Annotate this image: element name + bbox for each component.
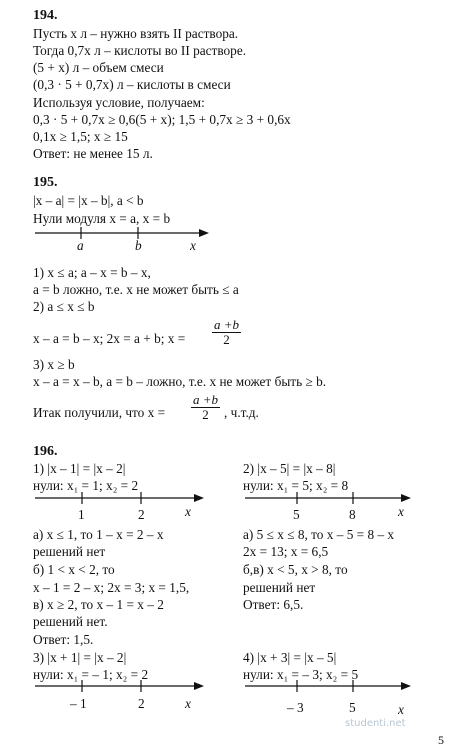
- p194-line-1: Пусть x л – нужно взять II раствора.: [33, 26, 239, 41]
- problem-194-title: 194.: [33, 8, 58, 23]
- c1-line-5: в) x ≥ 2, то x – 1 = x – 2: [33, 597, 164, 612]
- c4-tick-x: x: [398, 702, 404, 717]
- c1-line-4: x – 1 = 2 – x; 2x = 3; x = 1,5,: [33, 580, 190, 595]
- problem-196-title: 196.: [33, 444, 58, 459]
- p195-line-1: 1) x ≤ a; a – x = b – x,: [33, 265, 151, 280]
- p194-line-8: Ответ: не менее 15 л.: [33, 146, 153, 161]
- c2-tick-5: 5: [293, 507, 300, 522]
- number-line-196-2: [243, 489, 418, 519]
- p195-line-3: 2) a ≤ x ≤ b: [33, 299, 95, 314]
- c1-line-6: решений нет.: [33, 614, 108, 629]
- c3-tick-x: x: [185, 696, 191, 711]
- c2-line-5: Ответ: 6,5.: [243, 597, 304, 612]
- number-line-196-1: [33, 489, 208, 519]
- fraction-a-plus-b-over-2-2: [191, 393, 220, 422]
- c2-line-4: решений нет: [243, 580, 316, 595]
- p194-line-3: (5 + x) л – объем смеси: [33, 60, 164, 75]
- c2-tick-8: 8: [349, 507, 356, 522]
- p195-line-8: , ч.т.д.: [224, 405, 259, 420]
- c4-tick-minus-3: – 3: [287, 700, 304, 715]
- number-line-195: [33, 224, 213, 254]
- p195-line-4: x – a = b – x; 2x = a + b; x =: [33, 331, 186, 346]
- p195-equation: |x – a| = |x – b|, a < b: [33, 193, 144, 208]
- fraction-denominator: 2: [202, 407, 209, 422]
- fraction-numerator: a +b: [193, 392, 219, 407]
- p195-line-6: x – a = x – b, a = b – ложно, т.е. x не может быть ≥ b.: [33, 374, 327, 389]
- c4-equation: 4) |x + 3| = |x – 5|: [243, 650, 337, 665]
- c1-line-2: решений нет: [33, 544, 106, 559]
- c2-tick-x: x: [398, 504, 404, 519]
- fraction-numerator: a +b: [214, 317, 240, 332]
- problem-195-title: 195.: [33, 175, 58, 190]
- p194-line-6: 0,3 · 5 + 0,7x ≥ 0,6(5 + x); 1,5 + 0,7x ≥ 3 + 0,6x: [33, 112, 291, 127]
- number-line-196-4: [243, 677, 418, 707]
- c1-equation: 1) |x – 1| = |x – 2|: [33, 461, 126, 476]
- c2-equation: 2) |x – 5| = |x – 8|: [243, 461, 336, 476]
- c2-line-1: а) 5 ≤ x ≤ 8, то x – 5 = 8 – x: [243, 527, 395, 542]
- p195-line-7: Итак получили, что x =: [33, 405, 166, 420]
- c4-tick-5: 5: [349, 700, 356, 715]
- c1-tick-2: 2: [138, 507, 145, 522]
- c3-equation: 3) |x + 1| = |x – 2|: [33, 650, 127, 665]
- fraction-denominator: 2: [223, 332, 230, 347]
- c4-zeros: нули: x₁ = – 3; x₂ = 5: [243, 667, 359, 682]
- c3-tick-minus-1: – 1: [70, 696, 87, 711]
- c1-zeros: нули: x₁ = 1; x₂ = 2: [33, 478, 139, 493]
- c1-line-7: Ответ: 1,5.: [33, 632, 94, 647]
- watermark: studenti.net: [345, 718, 406, 729]
- axis-label-a: a: [77, 238, 84, 253]
- c3-zeros: нули: x₁ = – 1; x₂ = 2: [33, 667, 149, 682]
- p195-line-2: a = b ложно, т.е. x не может быть ≤ a: [33, 282, 239, 297]
- p194-line-5: Используя условие, получаем:: [33, 95, 205, 110]
- p195-zeros: Нули модуля x = a, x = b: [33, 211, 171, 226]
- c1-line-3: б) 1 < x < 2, то: [33, 562, 115, 577]
- c2-zeros: нули: x₁ = 5; x₂ = 8: [243, 478, 349, 493]
- axis-label-b: b: [135, 238, 142, 253]
- p195-line-5: 3) x ≥ b: [33, 357, 75, 372]
- c1-tick-1: 1: [78, 507, 85, 522]
- page-number: 5: [438, 733, 444, 747]
- p194-line-7: 0,1x ≥ 1,5; x ≥ 15: [33, 129, 128, 144]
- c3-tick-2: 2: [138, 696, 145, 711]
- fraction-a-plus-b-over-2-1: [212, 318, 241, 347]
- p194-line-2: Тогда 0,7x л – кислоты во II растворе.: [33, 43, 247, 58]
- p194-line-4: (0,3 · 5 + 0,7x) л – кислоты в смеси: [33, 77, 231, 92]
- c2-line-3: б,в) x < 5, x > 8, то: [243, 562, 348, 577]
- c1-tick-x: x: [185, 504, 191, 519]
- c1-line-1: а) x ≤ 1, то 1 – x = 2 – x: [33, 527, 164, 542]
- axis-label-x: x: [190, 238, 196, 253]
- number-line-196-3: [33, 677, 208, 707]
- c2-line-2: 2x = 13; x = 6,5: [243, 544, 329, 559]
